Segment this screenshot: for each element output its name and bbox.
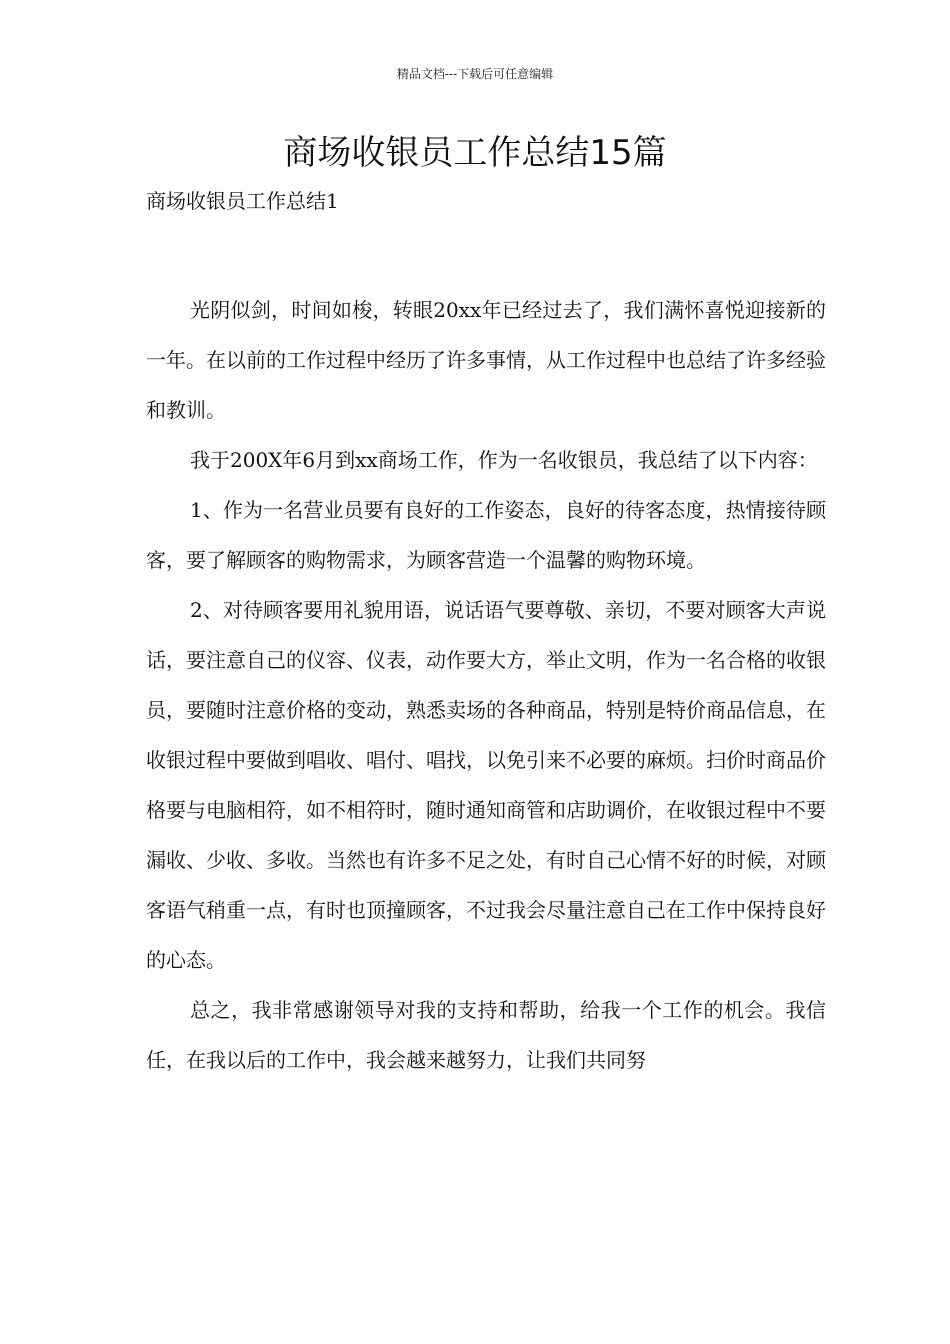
paragraph-point-1: 1、作为一名营业员要有良好的工作姿态，良好的待客态度，热情接待顾客，要了解顾客的购物需求，为顾客营造一个温馨的购物环境。 — [146, 498, 826, 572]
paragraph-intro: 光阴似剑，时间如梭，转眼20xx年已经过去了，我们满怀喜悦迎接新的一年。在以前的工作过程中经历了许多事情，从工作过程中也总结了许多经验和教训。 — [146, 298, 826, 422]
document-title: 商场收银员工作总结15篇 — [283, 133, 667, 173]
document-body — [146, 285, 826, 1085]
page-header-note: 精品文档---下载后可任意编辑 — [396, 67, 554, 81]
paragraph-point-2: 2、对待顾客要用礼貌用语，说话语气要尊敬、亲切，不要对顾客大声说话，要注意自己的仪容、仪表，动作要大方，举止文明，作为一名合格的收银员，要随时注意价格的变动，熟悉卖场的各种商品，特别是特价商品信息，在收银过程中要做到唱收、唱付、唱找，以免引来不必要的麻烦。扫价时商品价格要与电脑相符，如不相符时，随时通知商管和店助调价，在收银过程中不要漏收、少收、多收。当然也有许多不足之处，有时自己心情不好的时候，对顾客语气稍重一点，有时也顶撞顾客，不过我会尽量注意自己在工作中保持良好的心态。 — [146, 598, 826, 972]
paragraph-conclusion: 总之，我非常感谢领导对我的支持和帮助，给我一个工作的机会。我信任，在我以后的工作中，我会越来越努力，让我们共同努 — [146, 998, 826, 1072]
paragraph-summary-lead: 我于200X年6月到xx商场工作，作为一名收银员，我总结了以下内容： — [190, 448, 818, 472]
section-heading: 商场收银员工作总结1 — [146, 189, 339, 213]
